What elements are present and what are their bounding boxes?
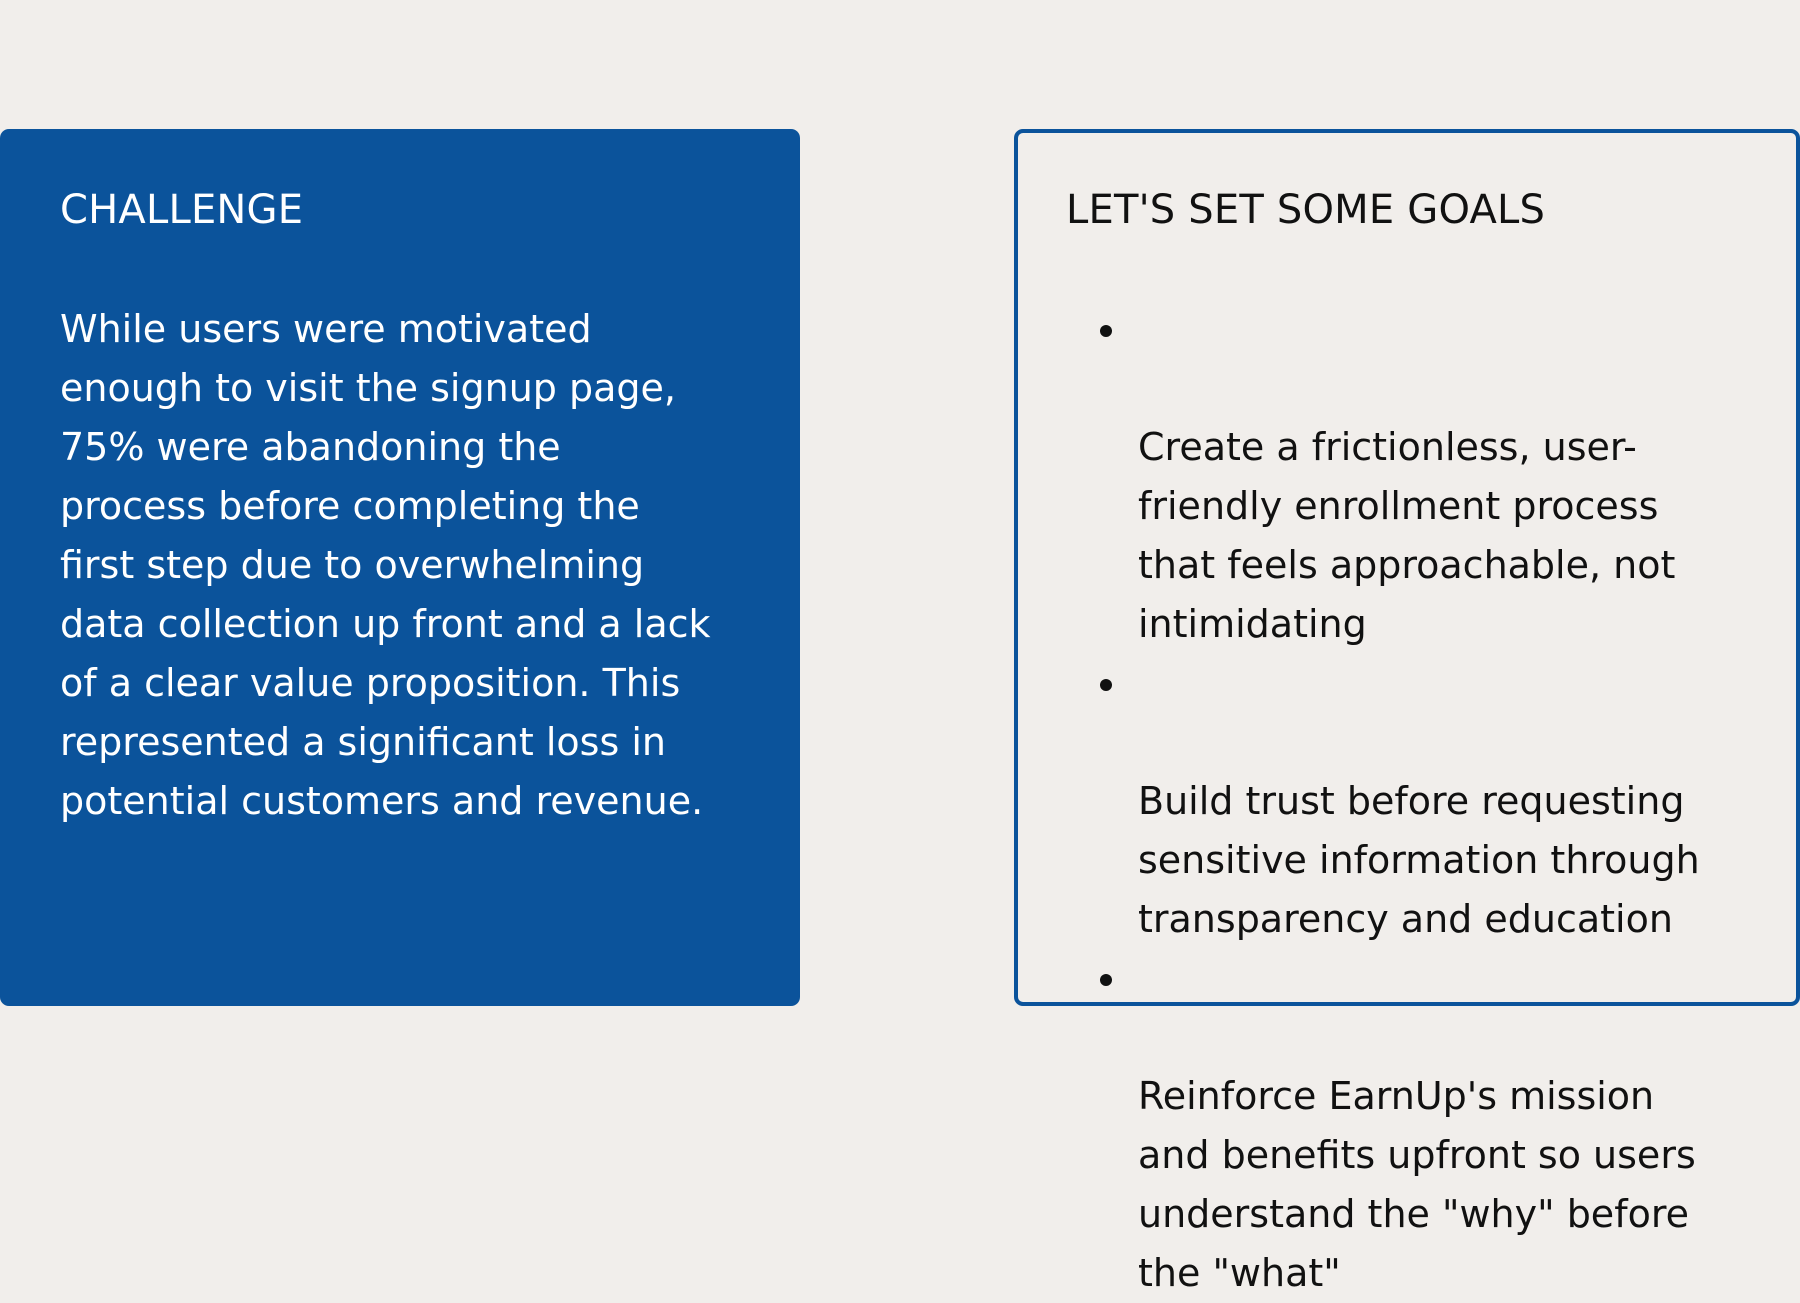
bullet-icon [1100, 679, 1112, 691]
goal-text: Reinforce EarnUp's mission and benefits upfront so users understand the "why" before the "what" [1138, 1074, 1696, 1295]
goal-item [1066, 654, 1726, 949]
challenge-title: CHALLENGE [60, 187, 304, 233]
goal-text: Create a frictionless, user- friendly enrollment process that feels approachable, not intimidating [1138, 425, 1676, 646]
goals-card [1014, 129, 1800, 1295]
goal-item [1066, 300, 1726, 654]
goal-item [1066, 949, 1726, 1303]
goal-text: Build trust before requesting sensitive information through transparency and education [1138, 779, 1700, 941]
goals-list [1066, 300, 1726, 1303]
goals-title: LET'S SET SOME GOALS [1066, 187, 1546, 233]
challenge-card [0, 129, 800, 1006]
challenge-body-text: While users were motivated enough to visit the signup page, 75% were abandoning the process before completing the first step due to overwhelming data collection up front and a lack of a clear value proposition. This represented a significant loss in potential customers and revenue. [60, 307, 711, 823]
bullet-icon [1100, 974, 1112, 986]
bullet-icon [1100, 325, 1112, 337]
